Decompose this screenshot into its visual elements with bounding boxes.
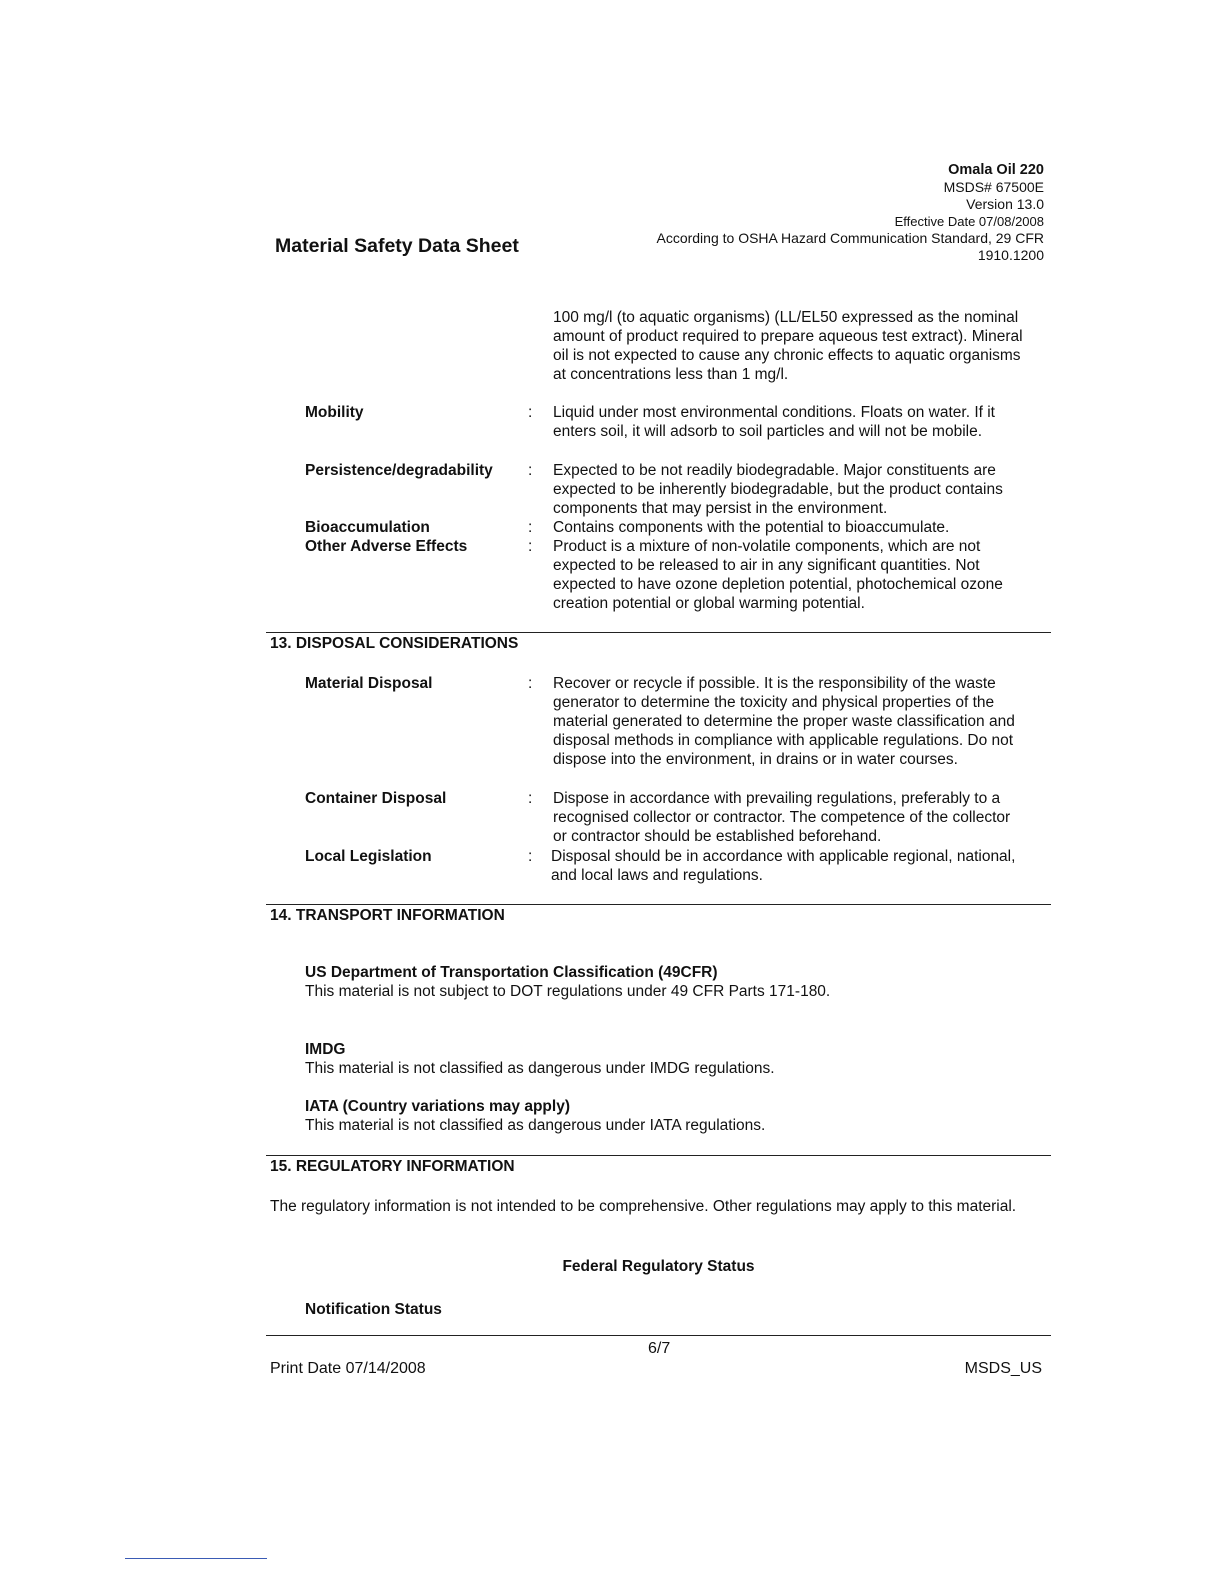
notification-status-title: Notification Status <box>305 1301 442 1318</box>
section-14-title: 14. TRANSPORT INFORMATION <box>270 907 505 924</box>
ecotoxicity-text: 100 mg/l (to aquatic organisms) (LL/EL50 expressed as the nominal amount of product required to prepare aqueous test extract). Mineral oil is not expected to cause any chronic effects to aquatic organisms at concentrations less than 1 mg/l. <box>553 309 1023 383</box>
footer-divider <box>266 1335 1051 1336</box>
mobility-text: Liquid under most environmental conditions. Floats on water. If it enters soil, it will adsorb to soil particles and will not be mobile. <box>553 404 995 440</box>
iata-title: IATA (Country variations may apply) <box>305 1098 570 1115</box>
standard-line-2: 1910.1200 <box>977 247 1044 263</box>
document-title: Material Safety Data Sheet <box>275 235 519 257</box>
colon-separator: : <box>528 538 533 555</box>
dot-text: This material is not subject to DOT regulations under 49 CFR Parts 171-180. <box>305 983 831 1000</box>
local-legislation-text: Disposal should be in accordance with applicable regional, national, and local laws and regulations. <box>551 848 1016 884</box>
section-divider <box>266 904 1051 905</box>
section-15-title: 15. REGULATORY INFORMATION <box>270 1158 515 1175</box>
colon-separator: : <box>528 675 533 692</box>
page-number: 6/7 <box>648 1340 671 1357</box>
colon-separator: : <box>528 790 533 807</box>
section-divider <box>266 1155 1051 1156</box>
regulatory-intro: The regulatory information is not intended to be comprehensive. Other regulations may apply to this material. <box>270 1198 1017 1215</box>
header-block <box>656 162 1044 264</box>
federal-status-title: Federal Regulatory Status <box>562 1258 755 1275</box>
colon-separator: : <box>528 462 533 479</box>
container-disposal-text: Dispose in accordance with prevailing regulations, preferably to a recognised collector or contractor. The competence of the collector or contractor should be established beforehand. <box>553 790 1011 845</box>
document-code: MSDS_US <box>964 1360 1042 1377</box>
standard-line-1: According to OSHA Hazard Communication Standard, 29 CFR <box>656 230 1044 246</box>
colon-separator: : <box>528 519 533 536</box>
material-disposal-label: Material Disposal <box>305 675 433 692</box>
imdg-text: This material is not classified as dangerous under IMDG regulations. <box>305 1060 775 1077</box>
colon-separator: : <box>528 404 533 421</box>
product-name: Omala Oil 220 <box>948 162 1044 178</box>
local-legislation-label: Local Legislation <box>305 848 432 865</box>
page-edge-line <box>125 1558 267 1559</box>
other-effects-label: Other Adverse Effects <box>305 538 468 555</box>
persistence-text: Expected to be not readily biodegradable. Major constituents are expected to be inherently biodegradable, but the product contains components that may persist in the environment. <box>553 462 1003 517</box>
bioaccumulation-label: Bioaccumulation <box>305 519 430 536</box>
persistence-label: Persistence/degradability <box>305 462 493 479</box>
print-date: Print Date 07/14/2008 <box>270 1360 426 1377</box>
container-disposal-label: Container Disposal <box>305 790 447 807</box>
bioaccumulation-text: Contains components with the potential to bioaccumulate. <box>553 519 950 536</box>
material-disposal-text: Recover or recycle if possible. It is the responsibility of the waste generator to determine the toxicity and physical properties of the material generated to determine the proper waste classification and disposal methods in compliance with applicable regulations. Do not dispose into the environment, in drains or in water courses. <box>553 675 1015 768</box>
section-13-title: 13. DISPOSAL CONSIDERATIONS <box>270 635 519 652</box>
iata-text: This material is not classified as dangerous under IATA regulations. <box>305 1117 766 1134</box>
mobility-label: Mobility <box>305 404 364 421</box>
imdg-title: IMDG <box>305 1041 346 1058</box>
version: Version 13.0 <box>966 196 1044 212</box>
effective-date: Effective Date 07/08/2008 <box>894 214 1044 229</box>
colon-separator: : <box>528 848 533 865</box>
other-effects-text: Product is a mixture of non-volatile components, which are not expected to be released to air in any significant quantities. Not expected to have ozone depletion potential, photochemical ozone creation potential or global warming potential. <box>553 538 1003 612</box>
section-divider <box>266 632 1051 633</box>
msds-number: MSDS# 67500E <box>943 179 1044 195</box>
dot-title: US Department of Transportation Classification (49CFR) <box>305 964 718 981</box>
